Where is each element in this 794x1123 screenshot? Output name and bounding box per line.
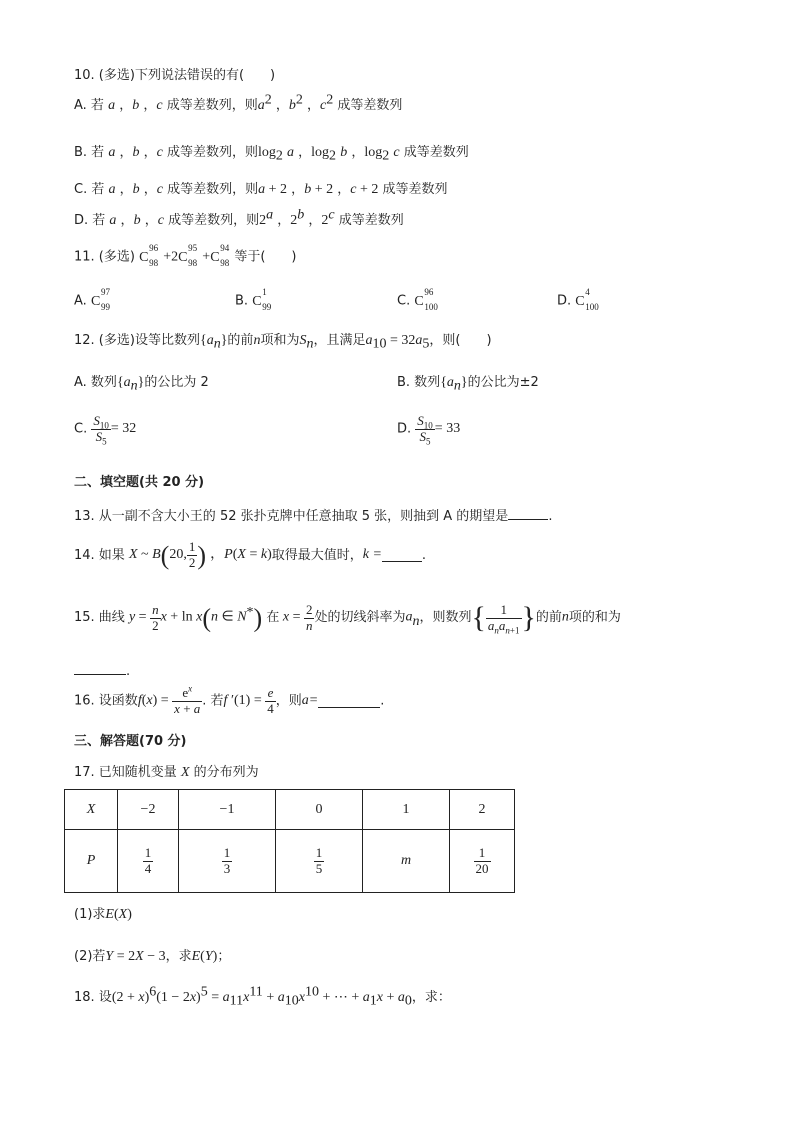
q10-option-b: B. 若 a ，b ，c 成等差数列，则$\log_2 a$ ，$\log_2 b$ ，$\log_2 c$ 成等差数列: [74, 145, 469, 164]
section-fill-in-heading: 二、填空题(共 20 分): [74, 475, 205, 490]
section-answer-heading: 三、解答题(70 分): [74, 734, 187, 749]
table-cell: 0: [276, 790, 363, 830]
q10-option-a: A. 若 a ，b ，c 成等差数列，则$a^2$ ，$b^2$ ，$c^2$ 成等差数列: [74, 92, 403, 113]
q12-option-c: C. $\frac{S_{10}}{S_5}$ = 32: [74, 413, 137, 447]
q10-stem: 10. (多选)下列说法错误的有( ): [74, 68, 276, 83]
table-cell: $\frac{1}{20}$: [450, 830, 515, 893]
q11-option-d: D. C 4 100: [557, 287, 599, 312]
q16: 16. 设函数f(x) = $\frac{e^x}{x + a}$ . 若f ′(1) = $\frac{e}{4}$ ，则a= .: [74, 683, 385, 716]
q11-option-b: B. C 1 99: [235, 287, 272, 312]
q12-stem: 12. (多选)设等比数列$\{a_n\}$的前n项和为$S_n$，且满足$a_{10} = 32a_5$，则( ): [74, 333, 492, 352]
table-row-p: [65, 830, 515, 893]
q15: 15. 曲线 y = $\frac{n}{2}$ x + ln x(n ∈ N*) 在 x = $\frac{2}{n}$ 处的切线斜率为$a_n$，则数列{ $\frac{1}{a_na_{n+1}}$ }的前n项的和为: [74, 601, 621, 636]
q17-sub2: (2)若Y = 2X − 3，求E(Y)；: [74, 949, 231, 964]
q11-option-a: A. C 97 99: [74, 287, 110, 312]
table-cell: −2: [118, 790, 179, 830]
table-cell: −1: [179, 790, 276, 830]
table-cell: m: [363, 830, 450, 893]
table-cell: $\frac{1}{3}$: [179, 830, 276, 893]
q10-option-c: C. 若 a ，b ，c 成等差数列，则a + 2 ，b + 2 ，c + 2 成等差数列: [74, 182, 448, 197]
q12-option-a: A. 数列$\{a_n\}$的公比为 2: [74, 375, 209, 394]
q18: 18. 设$(2 + x)^6(1 - 2x)^5 = a_{11}x^{11} + a_{10}x^{10}$ + ⋯ + $a_1x + a_0$，求：: [74, 984, 451, 1009]
table-row-x: [65, 790, 515, 830]
q17-sub1: (1)求E(X): [74, 907, 132, 922]
table-header-p: P: [65, 830, 118, 893]
q15-answer-blank: .: [74, 662, 130, 680]
q12-option-b: B. 数列$\{a_n\}$的公比为±2: [397, 375, 539, 394]
q10-option-d: D. 若 a ，b ，c 成等差数列，则2$^a$ ，2$^b$ ，2$^c$ 成等差数列: [74, 207, 404, 228]
q14: 14. 如果 X ~ B(20, $\frac{1}{2}$ ) ，P(X = k)取得最大值时，k = .: [74, 539, 427, 571]
table-cell: 1: [363, 790, 450, 830]
table-header-x: X: [65, 790, 118, 830]
q12-option-d: D. $\frac{S_{10}}{S_5}$ = 33: [397, 413, 461, 447]
table-cell: 2: [450, 790, 515, 830]
q11-stem: 11. (多选) C 96 98 +2 C 95 98 + C 94 98 等于( ): [74, 243, 297, 268]
q11-option-c: C. C 96 100: [397, 287, 438, 312]
q17-stem: 17. 已知随机变量 X 的分布列为: [74, 765, 259, 780]
distribution-table: [64, 789, 515, 893]
table-cell: $\frac{1}{5}$: [276, 830, 363, 893]
q13: 13. 从一副不含大小王的 52 张扑克牌中任意抽取 5 张，则抽到 A 的期望是 .: [74, 509, 553, 524]
table-cell: $\frac{1}{4}$: [118, 830, 179, 893]
